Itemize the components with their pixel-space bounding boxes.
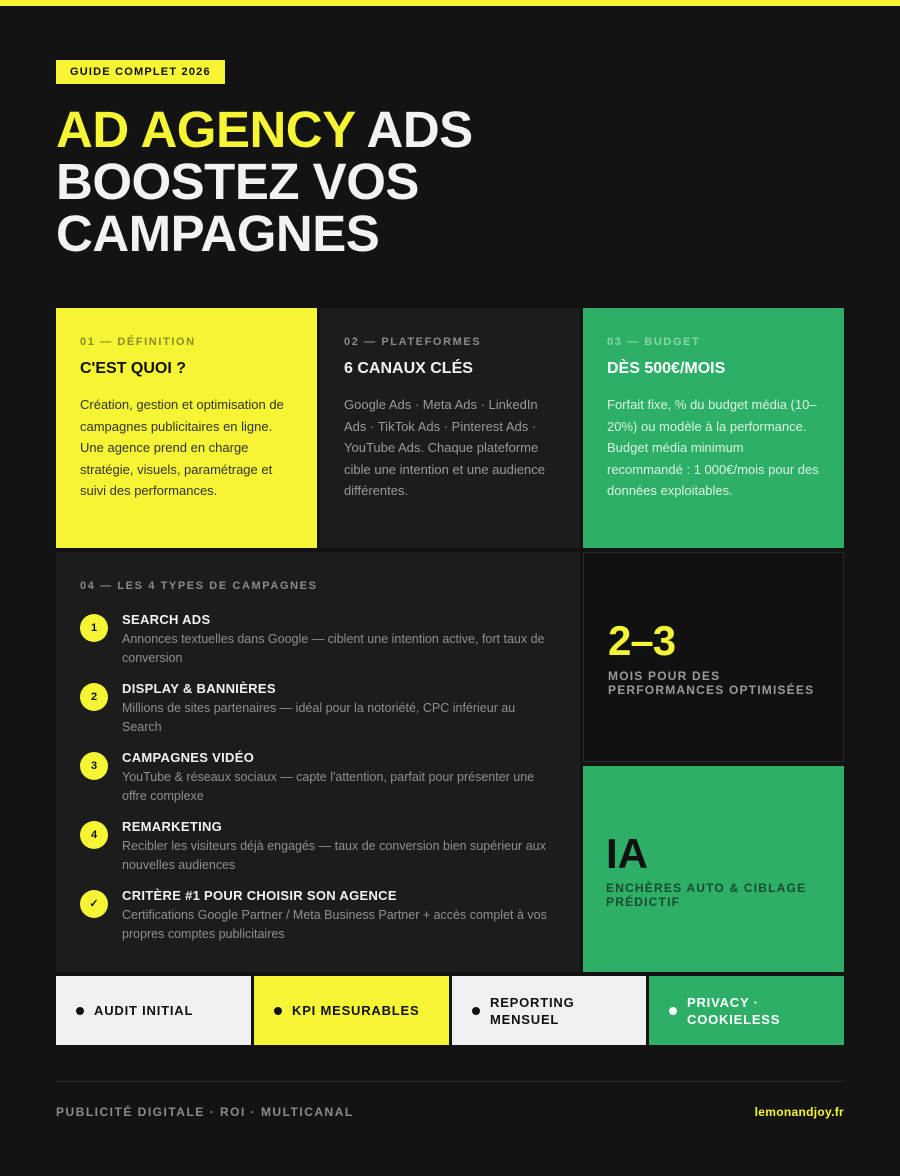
title-line2: BOOSTEZ VOS bbox=[56, 153, 419, 210]
campaign-types-card bbox=[56, 552, 580, 972]
list-item bbox=[80, 612, 556, 668]
ia-card bbox=[583, 766, 844, 972]
budget-card bbox=[583, 308, 844, 548]
budget-heading: DÈS 500€/MOIS bbox=[607, 360, 726, 377]
chip-privacy bbox=[649, 976, 844, 1045]
platforms-heading: 6 CANAUX CLÉS bbox=[344, 360, 473, 377]
number-badge: 2 bbox=[80, 683, 108, 711]
type-title: CRITÈRE #1 POUR CHOISIR SON AGENCE bbox=[122, 888, 397, 903]
type-description: Annonces textuelles dans Google — ciblent une intention active, fort taux de conversion bbox=[122, 632, 545, 665]
type-title: CAMPAGNES VIDÉO bbox=[122, 750, 255, 765]
footer-website-link[interactable]: lemonandjoy.fr bbox=[754, 1105, 844, 1119]
title-line1-rest: ADS bbox=[354, 101, 473, 158]
bullet-icon bbox=[669, 1007, 677, 1015]
list-item bbox=[80, 888, 556, 944]
platforms-eyebrow: 02 — PLATEFORMES bbox=[344, 336, 482, 348]
bullet-icon bbox=[274, 1007, 282, 1015]
list-item bbox=[80, 681, 556, 737]
type-title: SEARCH ADS bbox=[122, 612, 211, 627]
footer-divider bbox=[56, 1081, 844, 1082]
platforms-card bbox=[320, 308, 580, 548]
definition-card bbox=[56, 308, 317, 548]
definition-eyebrow: 01 — DÉFINITION bbox=[80, 336, 196, 348]
chip-label: REPORTING MENSUEL bbox=[490, 994, 575, 1027]
budget-eyebrow: 03 — BUDGET bbox=[607, 336, 701, 348]
top-accent-bar bbox=[0, 0, 900, 6]
type-description: Certifications Google Partner / Meta Business Partner + accès complet à vos propres comptes publicitaires bbox=[122, 908, 547, 941]
type-description: Millions de sites partenaires — idéal pour la notoriété, CPC inférieur au Search bbox=[122, 701, 516, 734]
title-highlight: AD AGENCY bbox=[56, 101, 355, 158]
ia-label: ENCHÈRES AUTO & CIBLAGE PRÉDICTIF bbox=[606, 881, 807, 909]
checkmark-icon: ✓ bbox=[80, 890, 108, 918]
list-item bbox=[80, 819, 556, 875]
number-badge: 3 bbox=[80, 752, 108, 780]
title-line3: CAMPAGNES bbox=[56, 205, 380, 262]
type-description: Recibler les visiteurs déjà engagés — taux de conversion bien supérieur aux nouvelles audiences bbox=[122, 839, 546, 872]
types-eyebrow: 04 — LES 4 TYPES DE CAMPAGNES bbox=[80, 580, 318, 592]
chip-label: KPI MESURABLES bbox=[292, 1003, 420, 1018]
stat-label: MOIS POUR DES PERFORMANCES OPTIMISÉES bbox=[608, 669, 815, 697]
chip-label: AUDIT INITIAL bbox=[94, 1003, 194, 1018]
ia-value: IA bbox=[606, 830, 648, 877]
definition-text: Création, gestion et optimisation de campagnes publicitaires en ligne. Une agence prend en charge stratégie, visuels, paramétrage et suivi des performances. bbox=[80, 397, 284, 499]
type-title: REMARKETING bbox=[122, 819, 223, 834]
chip-label: PRIVACY · COOKIELESS bbox=[687, 994, 781, 1027]
list-item bbox=[80, 750, 556, 806]
guide-badge: GUIDE COMPLET 2026 bbox=[56, 60, 225, 84]
number-badge: 4 bbox=[80, 821, 108, 849]
chip-reporting bbox=[452, 976, 646, 1045]
type-description: YouTube & réseaux sociaux — capte l'attention, parfait pour présenter une offre complexe bbox=[122, 770, 535, 803]
chip-kpi bbox=[254, 976, 449, 1045]
bullet-icon bbox=[76, 1007, 84, 1015]
stat-card bbox=[583, 552, 844, 762]
platforms-text: Google Ads · Meta Ads · LinkedIn Ads · TikTok Ads · Pinterest Ads · YouTube Ads. Chaque plateforme cible une intention et une audience différentes. bbox=[344, 397, 545, 499]
definition-heading: C'EST QUOI ? bbox=[80, 360, 187, 377]
chip-audit bbox=[56, 976, 251, 1045]
type-title: DISPLAY & BANNIÈRES bbox=[122, 681, 276, 696]
budget-text: Forfait fixe, % du budget média (10–20%) ou modèle à la performance. Budget média minimum recommandé : 1 000€/mois pour des données exploitables. bbox=[607, 397, 819, 499]
bullet-icon bbox=[472, 1007, 480, 1015]
footer-tagline: PUBLICITÉ DIGITALE · ROI · MULTICANAL bbox=[56, 1105, 354, 1119]
number-badge: 1 bbox=[80, 614, 108, 642]
stat-value: 2–3 bbox=[608, 617, 676, 664]
page-title bbox=[56, 101, 816, 262]
